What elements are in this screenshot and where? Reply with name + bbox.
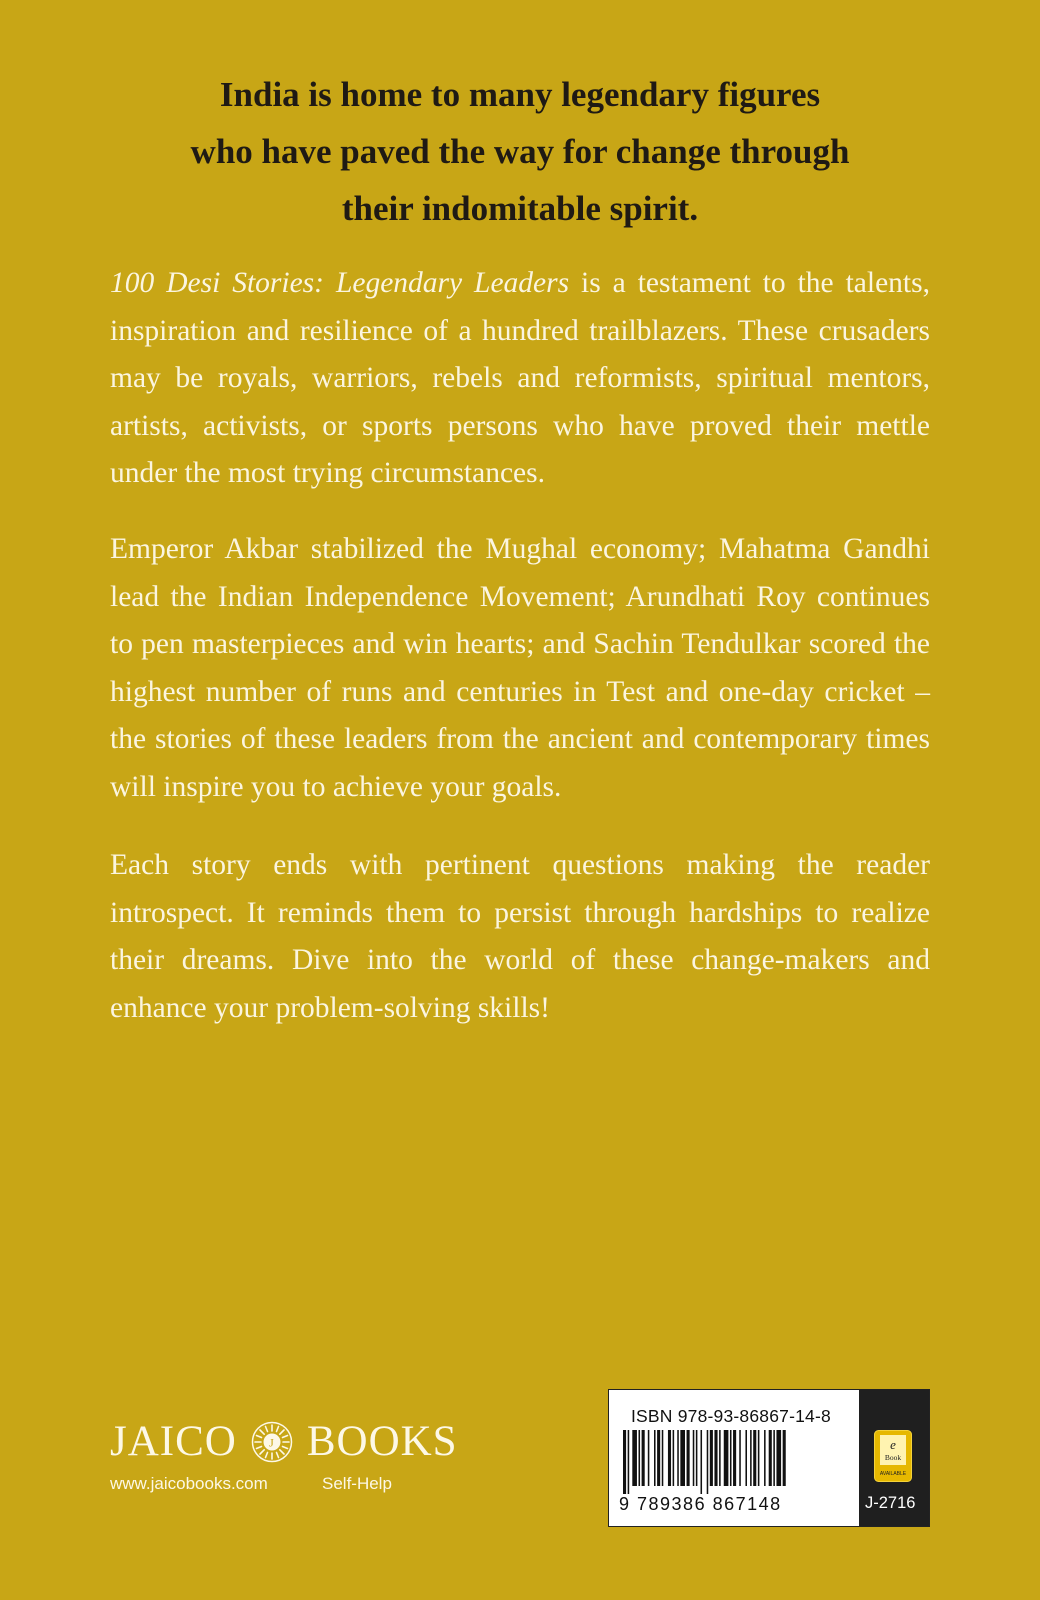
closing-paragraph: Each story ends with pertinent questions making the reader introspect. It reminds them to persist through hardships to realize their dreams. Dive into the world of these change-makers and enhance your problem-solving skills! <box>110 849 930 1024</box>
barcode-bar <box>628 1430 630 1494</box>
barcode-bar <box>642 1430 645 1486</box>
book-category: Self-Help <box>322 1474 392 1493</box>
barcode-bar <box>639 1430 641 1486</box>
logo-letter: J <box>269 1435 275 1450</box>
barcode-bar <box>783 1430 786 1486</box>
publisher-name-right: BOOKS <box>306 1418 458 1465</box>
barcode-bar <box>764 1430 766 1486</box>
barcode-bars <box>623 1430 849 1494</box>
barcode-bar <box>733 1430 736 1486</box>
headline-line-1: India is home to many legendary figures <box>219 75 821 114</box>
barcode-bar <box>662 1430 664 1486</box>
ebook-available: AVAILABLE <box>879 1471 907 1477</box>
barcode-bar <box>673 1430 675 1486</box>
barcode-bar <box>657 1430 660 1486</box>
barcode-bar <box>739 1430 741 1486</box>
barcode-bar <box>750 1430 752 1486</box>
barcode-bar <box>648 1430 650 1486</box>
publisher-website: www.jaicobooks.com <box>110 1474 268 1493</box>
barcode-bar <box>623 1430 626 1494</box>
intro-paragraph-text: is a testament to the talents, inspiration and resilience of a hundred trailblazers. These crusaders may be royals, warriors, rebels and reformists, spiritual mentors, artists, activists, or sports persons who have proved their mettle under the most trying circumstances. <box>110 267 930 489</box>
publisher-logo <box>110 1418 470 1466</box>
publisher-meta <box>110 1474 470 1494</box>
ebook-available-icon <box>874 1430 912 1482</box>
barcode-digits: 9 789386 867148 <box>619 1494 782 1514</box>
isbn-label: ISBN 978-93-86867-14-8 <box>631 1406 831 1426</box>
ebook-e: e <box>890 1437 896 1452</box>
barcode-bar <box>753 1430 756 1486</box>
barcode-bar <box>632 1430 637 1486</box>
publisher-name-left: JAICO <box>110 1418 237 1465</box>
book-title: 100 Desi Stories: Legendary Leaders <box>110 267 570 299</box>
barcode-bar <box>693 1430 695 1486</box>
barcode-bar <box>769 1430 772 1486</box>
barcode-bar <box>677 1430 679 1486</box>
barcode-side-panel <box>859 1390 929 1526</box>
sun-logo-icon <box>251 1421 293 1463</box>
barcode-bar <box>687 1430 690 1486</box>
headline-line-3: their indomitable spirit. <box>341 189 699 228</box>
ebook-word: Book <box>884 1453 902 1462</box>
barcode-bar <box>668 1430 671 1486</box>
barcode-bar <box>773 1430 775 1486</box>
barcode-bar <box>654 1430 656 1486</box>
book-code: J-2716 <box>865 1494 916 1512</box>
barcode-bar <box>696 1430 698 1486</box>
barcode-bar <box>719 1430 721 1486</box>
barcode-bar <box>701 1430 703 1494</box>
leaders-paragraph: Emperor Akbar stabilized the Mughal economy; Mahatma Gandhi lead the Indian Independence Movement; Arundhati Roy continues to pen masterpieces and win hearts; and Sachin Tendulkar scored the highest number of runs and centuries in Test and one-day cricket – the stories of these leaders from the ancient and contemporary times will inspire you to achieve your goals. <box>110 533 930 803</box>
barcode-panel <box>608 1389 930 1527</box>
barcode-bar <box>710 1430 713 1486</box>
barcode-bar <box>707 1430 709 1494</box>
headline-line-2: who have paved the way for change through <box>190 132 850 171</box>
barcode-bar <box>776 1430 781 1486</box>
barcode-bar <box>724 1430 729 1486</box>
intro-paragraph <box>110 260 930 498</box>
barcode-area <box>609 1390 859 1526</box>
headline <box>110 66 930 237</box>
barcode-bar <box>680 1430 685 1486</box>
barcode-bar <box>730 1430 732 1486</box>
publisher-block <box>110 1418 470 1494</box>
barcode-bar <box>758 1430 760 1486</box>
barcode-bar <box>714 1430 717 1486</box>
barcode-bar <box>745 1430 747 1486</box>
